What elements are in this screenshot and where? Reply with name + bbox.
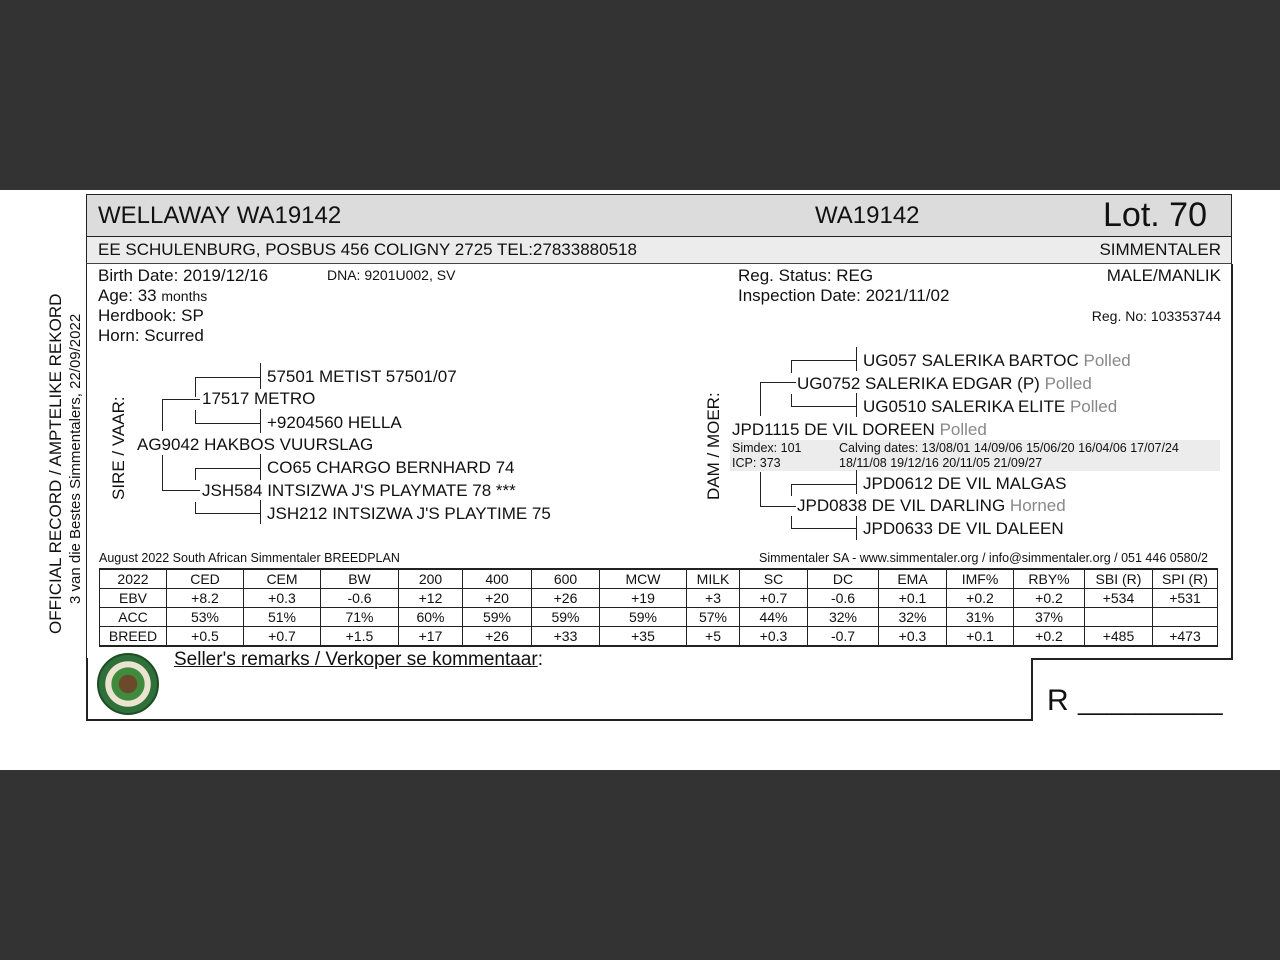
dam-dam-dam: JPD0633 DE VIL DALEEN <box>863 519 1064 538</box>
herdbook: Herdbook: SP <box>98 306 204 325</box>
dam-bracket-line <box>856 516 857 540</box>
table-cell: +5 <box>687 627 740 647</box>
simdex: Simdex: 101 <box>732 441 802 455</box>
card-border <box>1231 264 1233 660</box>
dam-bracket-line <box>760 382 761 416</box>
table-cell: +0.2 <box>1014 589 1085 608</box>
table-cell: +531 <box>1153 589 1218 608</box>
card-header <box>86 194 1232 237</box>
table-cell: +20 <box>463 589 532 608</box>
age-value: Age: 33 <box>98 286 157 305</box>
sire-dam: JSH584 INTSIZWA J'S PLAYMATE 78 *** <box>202 481 516 500</box>
table-cell: -0.6 <box>808 589 879 608</box>
dam-sire-dam-text: UG0510 SALERIKA ELITE <box>863 397 1066 416</box>
table-cell: 53% <box>167 608 244 627</box>
dam-bracket-line <box>760 382 796 383</box>
table-cell: 59% <box>532 608 600 627</box>
table-cell: +0.2 <box>947 589 1014 608</box>
table-header-cell: SBI (R) <box>1085 569 1153 589</box>
dam-sire-dam <box>863 397 1117 417</box>
table-cell: +0.3 <box>740 627 808 647</box>
dam-dam-horn-note: Horned <box>1009 496 1066 515</box>
breeder-bar <box>86 237 1232 264</box>
table-header-cell: SPI (R) <box>1153 569 1218 589</box>
dam-bracket-line <box>791 528 856 529</box>
table-cell: +0.2 <box>1014 627 1085 647</box>
inspection-date: Inspection Date: 2021/11/02 <box>738 286 950 305</box>
reg-number: Reg. No: 103353744 <box>1091 308 1221 324</box>
table-cell: +33 <box>532 627 600 647</box>
calving-dates-line-1: Calving dates: 13/08/01 14/09/06 15/06/20 16/04/06 17/07/24 <box>839 441 1179 455</box>
seller-remarks-colon: : <box>537 649 543 670</box>
sire-bracket-line <box>195 410 196 424</box>
table-cell: 59% <box>600 608 687 627</box>
dam-sire <box>797 374 1092 394</box>
table-header-cell: EMA <box>879 569 947 589</box>
dam-name-text: JPD1115 DE VIL DOREEN <box>732 420 935 439</box>
table-cell: +0.1 <box>947 627 1014 647</box>
lot-number: Lot. 70 <box>1103 196 1207 234</box>
dam-bracket-line <box>760 472 761 507</box>
table-cell: EBV <box>100 589 167 608</box>
table-cell: +534 <box>1085 589 1153 608</box>
card-border <box>1031 658 1033 721</box>
table-cell: 71% <box>321 608 399 627</box>
animal-id: WA19142 <box>815 202 920 229</box>
table-cell: +485 <box>1085 627 1153 647</box>
sire-bracket-line <box>195 377 196 397</box>
dam-bracket-line <box>791 360 856 361</box>
sire-bracket-line <box>260 454 261 480</box>
table-header-cell: IMF% <box>947 569 1014 589</box>
table-cell: 44% <box>740 608 808 627</box>
sex: MALE/MANLIK <box>1106 266 1221 285</box>
table-cell: +0.5 <box>167 627 244 647</box>
table-cell: +26 <box>532 589 600 608</box>
table-row <box>100 608 1218 627</box>
dam-sire-sire-horn-note: Polled <box>1083 351 1131 370</box>
icp: ICP: 373 <box>732 456 781 470</box>
dam-sire-dam-horn-note: Polled <box>1069 397 1118 416</box>
table-cell: +473 <box>1153 627 1218 647</box>
table-cell: 57% <box>687 608 740 627</box>
card-border <box>1031 658 1233 660</box>
table-header-cell: RBY% <box>1014 569 1085 589</box>
sire-sire: 17517 METRO <box>202 389 316 408</box>
calving-dates-line-2: 18/11/08 19/12/16 20/11/05 21/09/27 <box>839 456 1043 470</box>
sire-bracket-line <box>260 409 261 433</box>
table-header-cell: CED <box>167 569 244 589</box>
dam-bracket-line <box>791 360 792 373</box>
table-header-cell: MCW <box>600 569 687 589</box>
table-cell: 32% <box>808 608 879 627</box>
table-cell: +26 <box>463 627 532 647</box>
dam-sire-sire <box>863 351 1131 371</box>
table-header-cell: MILK <box>687 569 740 589</box>
card-border <box>86 719 1032 721</box>
dam-bracket-line <box>856 470 857 494</box>
dam-sire-text: UG0752 SALERIKA EDGAR (P) <box>797 374 1040 393</box>
table-cell: +0.7 <box>740 589 808 608</box>
dam-dam-sire: JPD0612 DE VIL MALGAS <box>863 474 1067 493</box>
dam-bracket-line <box>791 484 856 485</box>
breed-name: SIMMENTALER <box>1099 240 1221 259</box>
table-header-cell: 200 <box>399 569 463 589</box>
dam-name <box>732 420 987 440</box>
sire-bracket-line <box>260 363 261 389</box>
sire-sire-dam: +9204560 HELLA <box>267 413 402 432</box>
table-cell <box>1085 608 1153 627</box>
table-header-cell: SC <box>740 569 808 589</box>
age <box>98 286 207 306</box>
dam-label: DAM / MOER: <box>704 392 723 500</box>
sire-bracket-line <box>195 377 260 378</box>
table-cell: 32% <box>879 608 947 627</box>
dam-sire-horn-note: Polled <box>1044 374 1092 393</box>
table-cell: BREED <box>100 627 167 647</box>
sire-name: AG9042 HAKBOS VUURSLAG <box>137 435 374 454</box>
breeder-contact: EE SCHULENBURG, POSBUS 456 COLIGNY 2725 TEL:27833880518 <box>98 240 637 259</box>
sire-bracket-line <box>162 455 163 491</box>
dam-bracket-line <box>791 484 792 496</box>
table-cell: -0.6 <box>321 589 399 608</box>
table-cell: +35 <box>600 627 687 647</box>
table-cell: +1.5 <box>321 627 399 647</box>
sire-bracket-line <box>162 490 200 491</box>
dam-sire-sire-text: UG057 SALERIKA BARTOC <box>863 351 1079 370</box>
table-row <box>100 627 1218 647</box>
dam-dam-text: JPD0838 DE VIL DARLING <box>797 496 1006 515</box>
table-header-cell: CEM <box>244 569 321 589</box>
price-symbol: R <box>1047 684 1069 717</box>
dam-bracket-line <box>791 406 856 407</box>
table-cell <box>1153 608 1218 627</box>
table-cell: +19 <box>600 589 687 608</box>
table-header-row <box>100 569 1218 589</box>
table-cell: +0.1 <box>879 589 947 608</box>
sire-bracket-line <box>195 513 260 514</box>
sire-bracket-line <box>195 468 196 480</box>
table-cell: +0.3 <box>879 627 947 647</box>
age-unit: months <box>161 288 208 304</box>
table-header-cell: 600 <box>532 569 600 589</box>
sire-bracket-line <box>195 468 260 469</box>
dam-bracket-line <box>856 347 857 371</box>
seller-remarks-text: Seller's remarks / Verkoper se kommentaar <box>174 649 538 670</box>
seller-remarks-label <box>174 649 543 671</box>
dna-info: DNA: 9201U002, SV <box>327 267 456 283</box>
table-cell: 31% <box>947 608 1014 627</box>
reg-status: Reg. Status: REG <box>738 266 874 285</box>
horn-status: Horn: Scurred <box>98 326 204 345</box>
table-cell: 51% <box>244 608 321 627</box>
table-cell: +8.2 <box>167 589 244 608</box>
table-cell: 60% <box>399 608 463 627</box>
table-header-cell: 2022 <box>100 569 167 589</box>
table-cell: 59% <box>463 608 532 627</box>
simmentaler-logo <box>97 653 159 715</box>
animal-name: WELLAWAY WA19142 <box>98 202 342 229</box>
table-row <box>100 589 1218 608</box>
table-cell: +0.3 <box>244 589 321 608</box>
card-border <box>86 658 88 721</box>
table-header-cell: BW <box>321 569 399 589</box>
table-cell: +17 <box>399 627 463 647</box>
table-cell: +12 <box>399 589 463 608</box>
sire-bracket-line <box>195 423 260 424</box>
auction-card-sheet <box>0 190 1280 770</box>
sire-bracket-line <box>162 399 200 400</box>
table-cell: -0.7 <box>808 627 879 647</box>
table-header-cell: 400 <box>463 569 532 589</box>
table-cell: 37% <box>1014 608 1085 627</box>
contact-note: Simmentaler SA - www.simmentaler.org / info@simmentaler.org / 051 446 0580/2 <box>758 551 1208 565</box>
sire-dam-dam: JSH212 INTSIZWA J'S PLAYTIME 75 <box>267 504 551 523</box>
birth-date: Birth Date: 2019/12/16 <box>98 266 269 285</box>
sire-bracket-line <box>162 399 163 431</box>
table-cell: +0.7 <box>244 627 321 647</box>
calving-info <box>730 440 1220 471</box>
sire-label: SIRE / VAAR: <box>109 396 128 500</box>
sire-sire-sire: 57501 METIST 57501/07 <box>267 367 457 386</box>
dam-bracket-line <box>856 393 857 417</box>
table-cell: ACC <box>100 608 167 627</box>
ebv-table <box>99 568 1218 647</box>
dam-dam <box>797 496 1066 516</box>
official-record-label: OFFICIAL RECORD / AMPTELIKE REKORD <box>46 293 65 634</box>
sale-date-label: 3 van die Bestes Simmentalers, 22/09/2022 <box>67 313 84 604</box>
table-cell: +3 <box>687 589 740 608</box>
dam-bracket-line <box>760 506 796 507</box>
dam-horn-note: Polled <box>939 420 987 439</box>
table-header-cell: DC <box>808 569 879 589</box>
sire-dam-sire: CO65 CHARGO BERNHARD 74 <box>267 458 515 477</box>
sire-bracket-line <box>260 500 261 524</box>
breedplan-note: August 2022 South African Simmentaler BREEDPLAN <box>99 551 400 565</box>
price-blank: __________ <box>1078 686 1223 716</box>
